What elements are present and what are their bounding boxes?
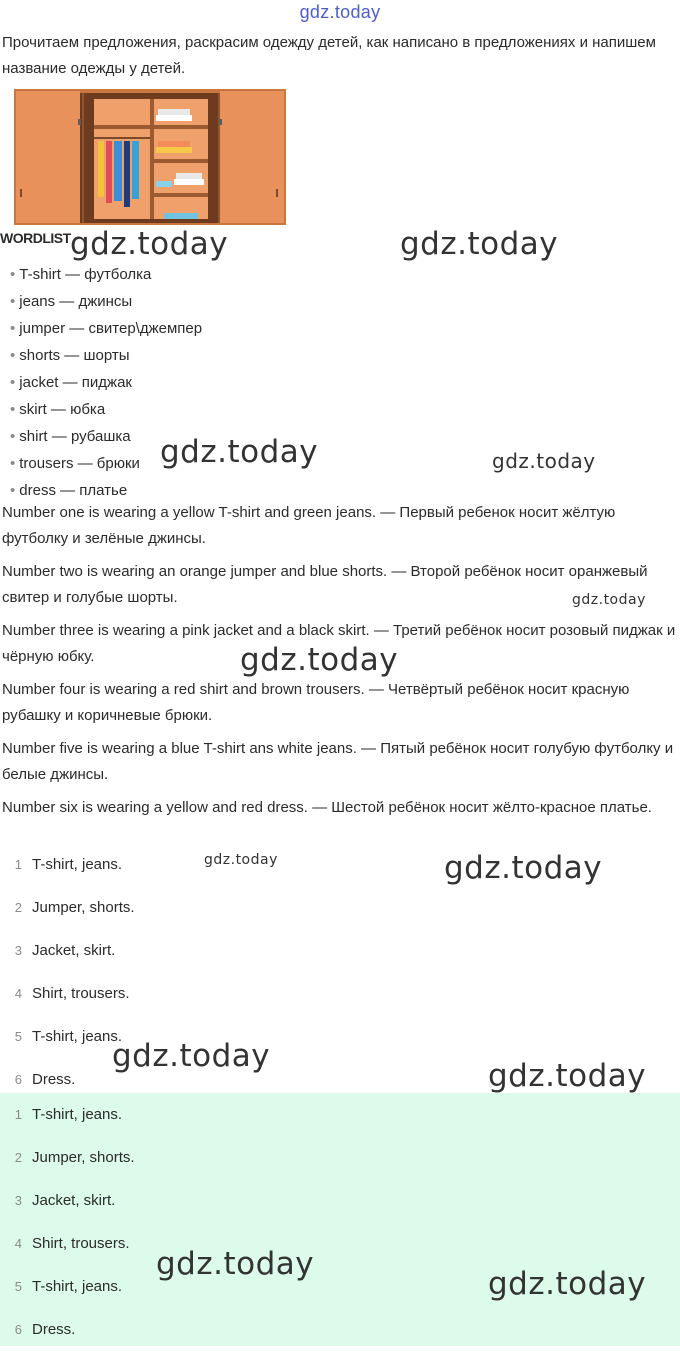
- bullet-icon: •: [10, 482, 16, 499]
- watermark: gdz.today: [156, 1246, 315, 1282]
- sentence: Number five is wearing a blue T-shirt ans white jeans. — Пятый ребёнок носит голубую футболку и белые джинсы.: [2, 740, 674, 783]
- sentence: Number two is wearing an orange jumper and blue shorts. — Второй ребёнок носит оранжевый свитер и голубые шорты.: [2, 563, 648, 606]
- watermark: gdz.today: [112, 1038, 271, 1074]
- list-item: 3 Jacket, skirt.: [14, 1192, 116, 1209]
- watermark: gdz.today: [400, 226, 559, 262]
- bullet-icon: •: [10, 293, 16, 310]
- watermark: gdz.today: [488, 1058, 647, 1094]
- watermark: gdz.today: [492, 449, 596, 473]
- watermark: gdz.today: [572, 592, 646, 608]
- list-item: • jumper — свитер\джемпер: [10, 320, 203, 337]
- watermark: gdz.today: [70, 226, 229, 262]
- list-item: 2 Jumper, shorts.: [14, 1149, 135, 1166]
- list-item: 1 T-shirt, jeans.: [14, 856, 123, 873]
- bullet-icon: •: [10, 320, 16, 337]
- list-item: 1 T-shirt, jeans.: [14, 1106, 123, 1123]
- bullet-icon: •: [10, 428, 16, 445]
- list-item: • jacket — пиджак: [10, 374, 132, 391]
- sentence: Number six is wearing a yellow and red dress. — Шестой ребёнок носит жёлто-красное платье.: [2, 799, 652, 816]
- list-item: • jeans — джинсы: [10, 293, 133, 310]
- list-item: 4 Shirt, trousers.: [14, 985, 130, 1002]
- bullet-icon: •: [10, 455, 16, 472]
- sentence: Number one is wearing a yellow T-shirt and green jeans. — Первый ребенок носит жёлтую футболку и зелёные джинсы.: [2, 504, 616, 547]
- watermark: gdz.today: [488, 1266, 647, 1302]
- wardrobe-illustration: [14, 89, 286, 225]
- watermark: gdz.today: [240, 642, 399, 678]
- list-item: • trousers — брюки: [10, 455, 140, 472]
- site-logo[interactable]: gdz.today: [299, 2, 381, 22]
- bullet-icon: •: [10, 374, 16, 391]
- list-item: 5 T-shirt, jeans.: [14, 1278, 123, 1295]
- list-item: • shorts — шорты: [10, 347, 130, 364]
- list-item: 6 Dress.: [14, 1321, 76, 1338]
- watermark: gdz.today: [204, 852, 278, 868]
- list-item: 5 T-shirt, jeans.: [14, 1028, 123, 1045]
- list-item: 3 Jacket, skirt.: [14, 942, 116, 959]
- list-item: 4 Shirt, trousers.: [14, 1235, 130, 1252]
- list-item: 6 Dress.: [14, 1071, 76, 1088]
- list-item: • dress — платье: [10, 482, 128, 499]
- sentence: Number four is wearing a red shirt and brown trousers. — Четвёртый ребёнок носит красную рубашку и коричневые брюки.: [2, 681, 630, 724]
- list-item: • T-shirt — футболка: [10, 266, 152, 283]
- sentence: Number three is wearing a pink jacket and a black skirt. — Третий ребёнок носит розовый пиджак и чёрную юбку.: [2, 622, 676, 665]
- answer-list-highlighted: [0, 1093, 680, 1346]
- list-item: 2 Jumper, shorts.: [14, 899, 135, 916]
- bullet-icon: •: [10, 347, 16, 364]
- bullet-icon: •: [10, 266, 16, 283]
- watermark: gdz.today: [160, 434, 319, 470]
- intro-text: Прочитаем предложения, раскрасим одежду детей, как написано в предложениях и напишем название одежды у детей.: [2, 34, 656, 77]
- bullet-icon: •: [10, 401, 16, 418]
- list-item: • shirt — рубашка: [10, 428, 131, 445]
- list-item: • skirt — юбка: [10, 401, 106, 418]
- watermark: gdz.today: [444, 850, 603, 886]
- wordlist-title: WORDLIST: [0, 230, 71, 246]
